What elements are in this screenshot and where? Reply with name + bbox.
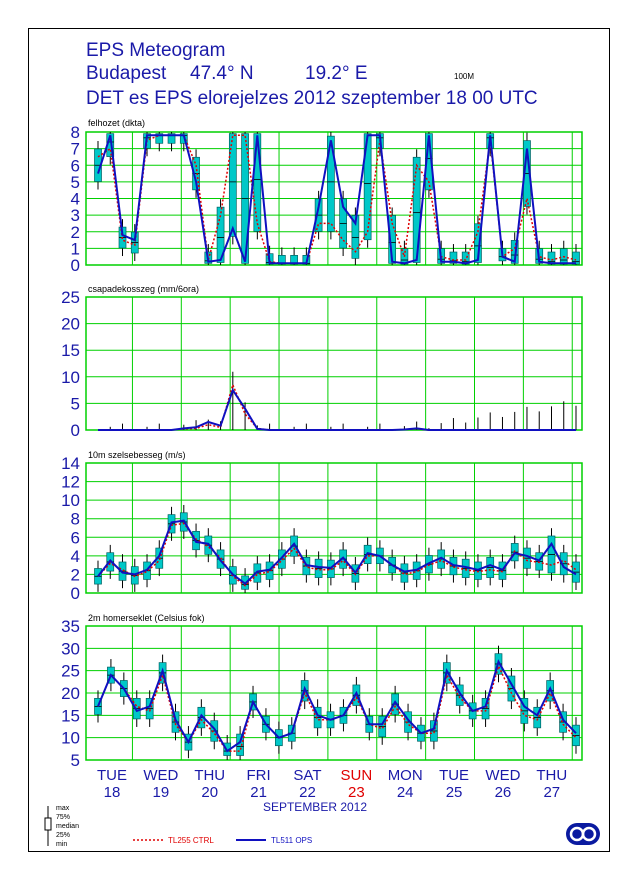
- day-name-label: FRI: [246, 767, 271, 784]
- day-name-label: TUE: [97, 767, 127, 784]
- ecmwf-logo: [566, 823, 600, 845]
- y-tick-label: 0: [70, 584, 80, 603]
- month-label: SEPTEMBER 2012: [262, 800, 368, 814]
- y-tick-label: 3: [70, 206, 80, 226]
- ctrl-series-line: [98, 385, 576, 430]
- y-tick-label: 25: [61, 661, 80, 681]
- y-tick-label: 0: [70, 421, 80, 440]
- y-tick-label: 14: [61, 454, 80, 473]
- y-tick-label: 5: [70, 394, 80, 414]
- day-name-label: THU: [536, 767, 568, 784]
- day-name-label: WED: [143, 767, 179, 784]
- panel-title: 10m szelsebesseg (m/s): [88, 450, 186, 460]
- day-number-label: 25: [445, 784, 463, 801]
- y-tick-label: 10: [61, 367, 80, 387]
- ensemble-box: [413, 157, 420, 262]
- day-number-label: 27: [543, 784, 561, 801]
- y-tick-label: 8: [70, 123, 80, 142]
- panel-title: 2m homerseklet (Celsius fok): [88, 613, 205, 623]
- day-number-label: 21: [250, 784, 267, 801]
- ctrl-series-line: [98, 135, 576, 263]
- day-name-label: THU: [194, 767, 226, 784]
- y-tick-label: 12: [61, 472, 80, 492]
- y-tick-label: 2: [70, 222, 80, 242]
- day-number-label: 19: [152, 784, 170, 801]
- legend-box-label: median: [56, 823, 79, 830]
- y-tick-label: 7: [70, 139, 80, 159]
- day-number-label: 23: [347, 784, 365, 801]
- panel-title: felhozet (dkta): [88, 118, 146, 128]
- y-tick-label: 5: [70, 751, 80, 770]
- day-name-label: MON: [387, 767, 423, 784]
- y-tick-label: 35: [61, 617, 80, 636]
- legend-ops-label: TL511 OPS: [271, 836, 313, 845]
- panel-title: csapadekosszeg (mm/6ora): [88, 284, 200, 294]
- y-tick-label: 20: [61, 684, 80, 703]
- legend-box-label: min: [56, 841, 68, 848]
- y-tick-label: 6: [70, 156, 80, 176]
- day-number-label: 26: [494, 784, 512, 801]
- longitude: 19.2° E: [305, 63, 368, 84]
- latitude: 47.4° N: [190, 63, 254, 84]
- ensemble-box: [254, 134, 261, 232]
- y-tick-label: 4: [70, 189, 80, 209]
- day-name-label: WED: [485, 767, 521, 784]
- y-tick-label: 6: [70, 528, 80, 548]
- day-name-label: SAT: [293, 767, 322, 784]
- page-title: EPS Meteogram: [86, 40, 226, 61]
- legend-box-label: 25%: [56, 832, 71, 839]
- forecast-subtitle: DET es EPS elorejelzes 2012 szeptember 18 00 UTC: [86, 88, 538, 109]
- y-tick-label: 5: [70, 172, 80, 192]
- ops-series-line: [98, 390, 576, 430]
- y-tick-label: 25: [61, 288, 80, 307]
- ctrl-series-line: [98, 666, 576, 751]
- location-name: Budapest: [86, 63, 167, 84]
- y-tick-label: 4: [70, 546, 80, 566]
- legend-box-label: 75%: [56, 814, 71, 821]
- y-tick-label: 0: [70, 256, 80, 275]
- y-tick-label: 10: [61, 728, 80, 748]
- y-tick-label: 20: [61, 314, 80, 334]
- panel-frame: [86, 297, 582, 430]
- elevation: 100M: [454, 72, 475, 81]
- y-tick-label: 2: [70, 565, 80, 585]
- day-number-label: 18: [103, 784, 121, 801]
- legend-box: [45, 818, 51, 830]
- legend-ctrl-label: TL255 CTRL: [168, 836, 214, 845]
- day-number-label: 20: [201, 784, 219, 801]
- ops-series-line: [98, 135, 576, 263]
- day-name-label: TUE: [439, 767, 470, 784]
- legend-box-label: max: [56, 805, 70, 812]
- y-tick-label: 15: [61, 341, 80, 361]
- y-tick-label: 10: [61, 491, 80, 511]
- y-tick-label: 1: [70, 239, 80, 259]
- day-name-label: SUN: [340, 767, 373, 784]
- day-number-label: 24: [396, 784, 414, 801]
- day-number-label: 22: [299, 784, 316, 801]
- y-tick-label: 15: [61, 706, 80, 726]
- y-tick-label: 30: [61, 639, 80, 659]
- y-tick-label: 8: [70, 509, 80, 529]
